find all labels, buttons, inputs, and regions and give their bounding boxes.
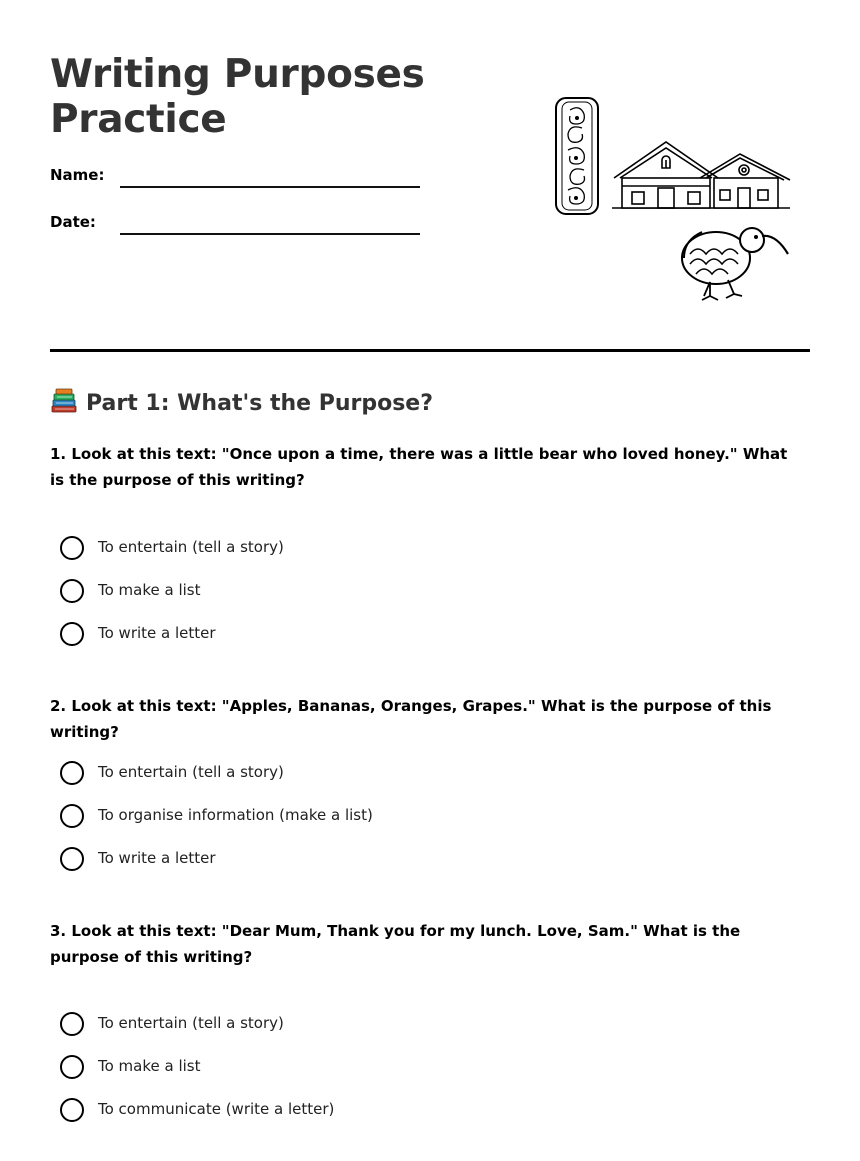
q3-option-2[interactable]: [60, 1055, 560, 1081]
radio-button[interactable]: [60, 1098, 84, 1122]
carved-pou-icon: [556, 98, 598, 214]
page-title: [50, 52, 490, 142]
date-write-line[interactable]: [120, 233, 420, 235]
question-1: 1. Look at this text: "Once upon a time, there was a little bear who loved honey." What is the purpose of this writing?: [50, 445, 788, 489]
name-write-line[interactable]: [120, 186, 420, 188]
kiwi-bird-icon: [682, 228, 788, 300]
option-label: To organise information (make a list): [98, 806, 373, 824]
worksheet-page: [50, 0, 810, 1161]
q1-option-3[interactable]: [60, 622, 560, 648]
option-label: To make a list: [98, 1057, 201, 1075]
part1-title: Part 1: What's the Purpose?: [86, 391, 433, 416]
radio-button[interactable]: [60, 1012, 84, 1036]
radio-button[interactable]: [60, 847, 84, 871]
radio-button[interactable]: [60, 1055, 84, 1079]
date-label: Date:: [50, 213, 96, 231]
option-label: To entertain (tell a story): [98, 1014, 284, 1032]
date-field[interactable]: [50, 213, 430, 243]
name-field[interactable]: [50, 166, 430, 196]
books-icon: [50, 388, 78, 414]
part1-heading: [50, 388, 433, 416]
option-label: To communicate (write a letter): [98, 1100, 335, 1118]
option-label: To write a letter: [98, 624, 216, 642]
radio-button[interactable]: [60, 804, 84, 828]
q1-option-1[interactable]: [60, 536, 560, 562]
q2-option-3[interactable]: [60, 847, 560, 873]
q1-option-2[interactable]: [60, 579, 560, 605]
q3-option-3[interactable]: [60, 1098, 560, 1124]
option-label: To entertain (tell a story): [98, 763, 284, 781]
option-label: To entertain (tell a story): [98, 538, 284, 556]
radio-button[interactable]: [60, 536, 84, 560]
title-line-1: Writing Purposes: [50, 52, 425, 97]
illustration-cluster: [550, 94, 795, 304]
option-label: To write a letter: [98, 849, 216, 867]
radio-button[interactable]: [60, 579, 84, 603]
section-divider: [50, 349, 810, 352]
title-line-2: Practice: [50, 97, 227, 142]
radio-button[interactable]: [60, 761, 84, 785]
option-label: To make a list: [98, 581, 201, 599]
radio-button[interactable]: [60, 622, 84, 646]
question-3: 3. Look at this text: "Dear Mum, Thank you for my lunch. Love, Sam." What is the purpose of this writing?: [50, 922, 741, 966]
marae-house-icon: [612, 142, 790, 208]
q3-option-1[interactable]: [60, 1012, 560, 1038]
q2-option-1[interactable]: [60, 761, 560, 787]
name-label: Name:: [50, 166, 105, 184]
q2-option-2[interactable]: [60, 804, 560, 830]
question-2: 2. Look at this text: "Apples, Bananas, Oranges, Grapes." What is the purpose of this writing?: [50, 697, 772, 741]
